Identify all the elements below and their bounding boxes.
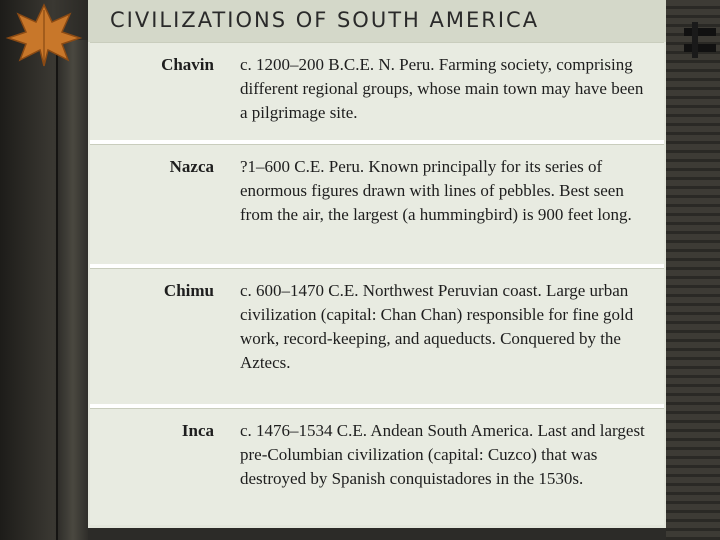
- civilization-name: Inca: [181, 421, 214, 440]
- left-decorative-strip: [0, 0, 88, 540]
- slide: [88, 0, 666, 528]
- table-row: [90, 408, 664, 525]
- civilization-name: Chimu: [163, 281, 214, 300]
- slide-title: CIVILIZATIONS OF SOUTH AMERICA: [110, 8, 540, 32]
- civilization-name: Nazca: [169, 157, 214, 176]
- right-decorative-background: [666, 0, 720, 540]
- table-row: [90, 144, 664, 265]
- table-row: [90, 268, 664, 405]
- wooden-post: [56, 40, 88, 540]
- civilization-description: c. 1200–200 B.C.E. N. Peru. Farming society, comprising different regional groups, whose main town may have been a pilgrimage site.: [240, 55, 644, 122]
- table-row: [90, 42, 664, 141]
- civilization-description: ?1–600 C.E. Peru. Known principally for its series of enormous figures drawn with lines of pebbles. Best seen from the air, the largest (a hummingbird) is 900 feet long.: [240, 157, 632, 224]
- civilization-description: c. 1476–1534 C.E. Andean South America. Last and largest pre-Columbian civilization (capital: Cuzco) that was destroyed by Spanish conquistadores in the 1530s.: [240, 421, 645, 488]
- autumn-leaf-icon: [4, 0, 84, 70]
- ornament-icon: [680, 20, 720, 70]
- civilization-name: Chavin: [161, 55, 214, 74]
- civilization-description: c. 600–1470 C.E. Northwest Peruvian coast. Large urban civilization (capital: Chan Chan) responsible for fine gold work, record-keeping, and aqueducts. Conquered by the Aztecs.: [240, 281, 634, 372]
- title-bar: [88, 0, 666, 42]
